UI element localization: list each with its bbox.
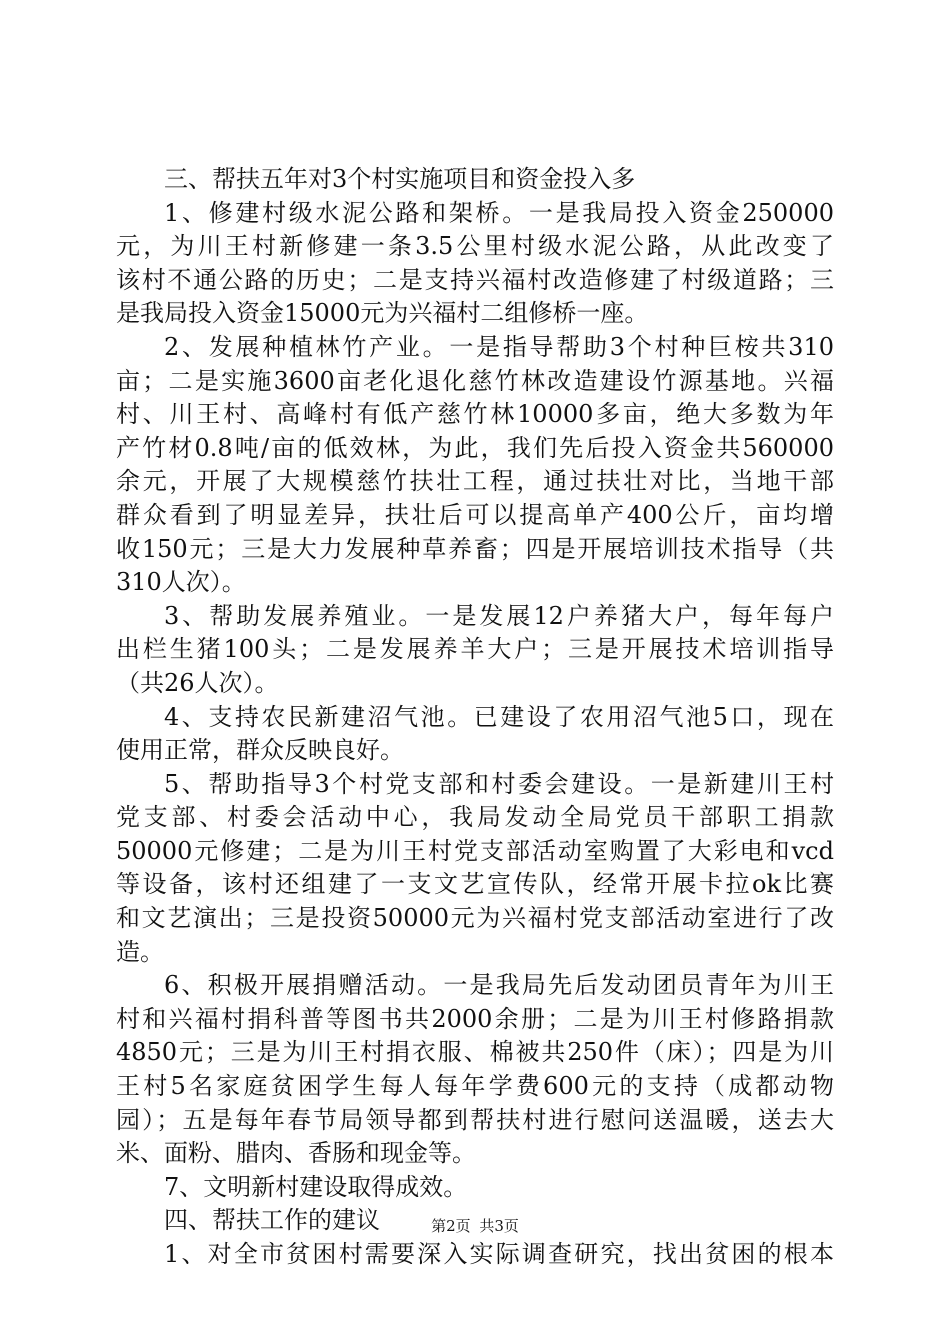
text-line: 余元，开展了大规模慈竹扶壮工程，通过扶壮对比，当地干部 [116,467,834,496]
text-line: 出栏生猪100头；二是发展养羊大户；三是开展技术培训指导 [116,635,834,664]
text-line: 2、发展种植林竹产业。一是指导帮助3个村种巨桉共310 [164,332,834,361]
page-total: 共3页 [479,1217,519,1235]
text-line: 是我局投入资金15000元为兴福村二组修桥一座。 [116,299,649,328]
page-footer [0,1216,950,1236]
text-line: 米、面粉、腊肉、香肠和现金等。 [116,1139,476,1168]
document-body [116,163,834,1272]
text-line: 四、帮扶工作的建议 [164,1206,380,1235]
text-line: （共26人次）。 [116,668,279,697]
text-line: 310人次）。 [116,568,246,597]
text-line: 亩；二是实施3600亩老化退化慈竹林改造建设竹源基地。兴福 [116,366,834,395]
text-line: 该村不通公路的历史；二是支持兴福村改造修建了村级道路；三 [116,265,834,294]
text-line: 和文艺演出；三是投资50000元为兴福村党支部活动室进行了改 [116,904,834,933]
text-line: 3、帮助发展养殖业。一是发展12户养猪大户，每年每户 [164,601,834,630]
text-line: 王村5名家庭贫困学生每人每年学费600元的支持（成都动物 [116,1072,834,1101]
text-line: 园）；五是每年春节局领导都到帮扶村进行慰问送温暖，送去大 [116,1105,834,1134]
text-line: 造。 [116,937,164,966]
text-line: 7、文明新村建设取得成效。 [164,1172,468,1201]
text-line: 村和兴福村捐科普等图书共2000余册；二是为川王村修路捐款 [116,1004,834,1033]
text-line: 村、川王村、高峰村有低产慈竹林10000多亩，绝大多数为年 [116,400,834,429]
page-number: 第2页 [431,1217,471,1235]
text-line: 党支部、村委会活动中心，我局发动全局党员干部职工捐款 [116,803,834,832]
text-line: 1、修建村级水泥公路和架桥。一是我局投入资金250000 [164,198,834,227]
text-line: 使用正常，群众反映良好。 [116,736,404,765]
text-line: 收150元；三是大力发展种草养畜；四是开展培训技术指导（共 [116,534,834,563]
text-line: 50000元修建；二是为川王村党支部活动室购置了大彩电和vcd [116,836,834,865]
text-line: 4、支持农民新建沼气池。已建设了农用沼气池5口，现在 [164,702,834,731]
text-line: 产竹材0.8吨/亩的低效林，为此，我们先后投入资金共560000 [116,433,834,462]
text-line: 元，为川王村新修建一条3.5公里村级水泥公路，从此改变了 [116,232,834,261]
text-line: 1、对全市贫困村需要深入实际调查研究，找出贫困的根本 [164,1240,834,1268]
text-line: 三、帮扶五年对3个村实施项目和资金投入多 [164,165,636,193]
text-line: 4850元；三是为川王村捐衣服、棉被共250件（床）；四是为川 [116,1038,834,1067]
text-line: 6、积极开展捐赠活动。一是我局先后发动团员青年为川王 [164,971,834,1000]
text-line: 5、帮助指导3个村党支部和村委会建设。一是新建川王村 [164,769,834,798]
text-line: 群众看到了明显差异，扶壮后可以提高单产400公斤，亩均增 [116,500,834,529]
text-line: 等设备，该村还组建了一支文艺宣传队，经常开展卡拉ok比赛 [116,870,834,899]
